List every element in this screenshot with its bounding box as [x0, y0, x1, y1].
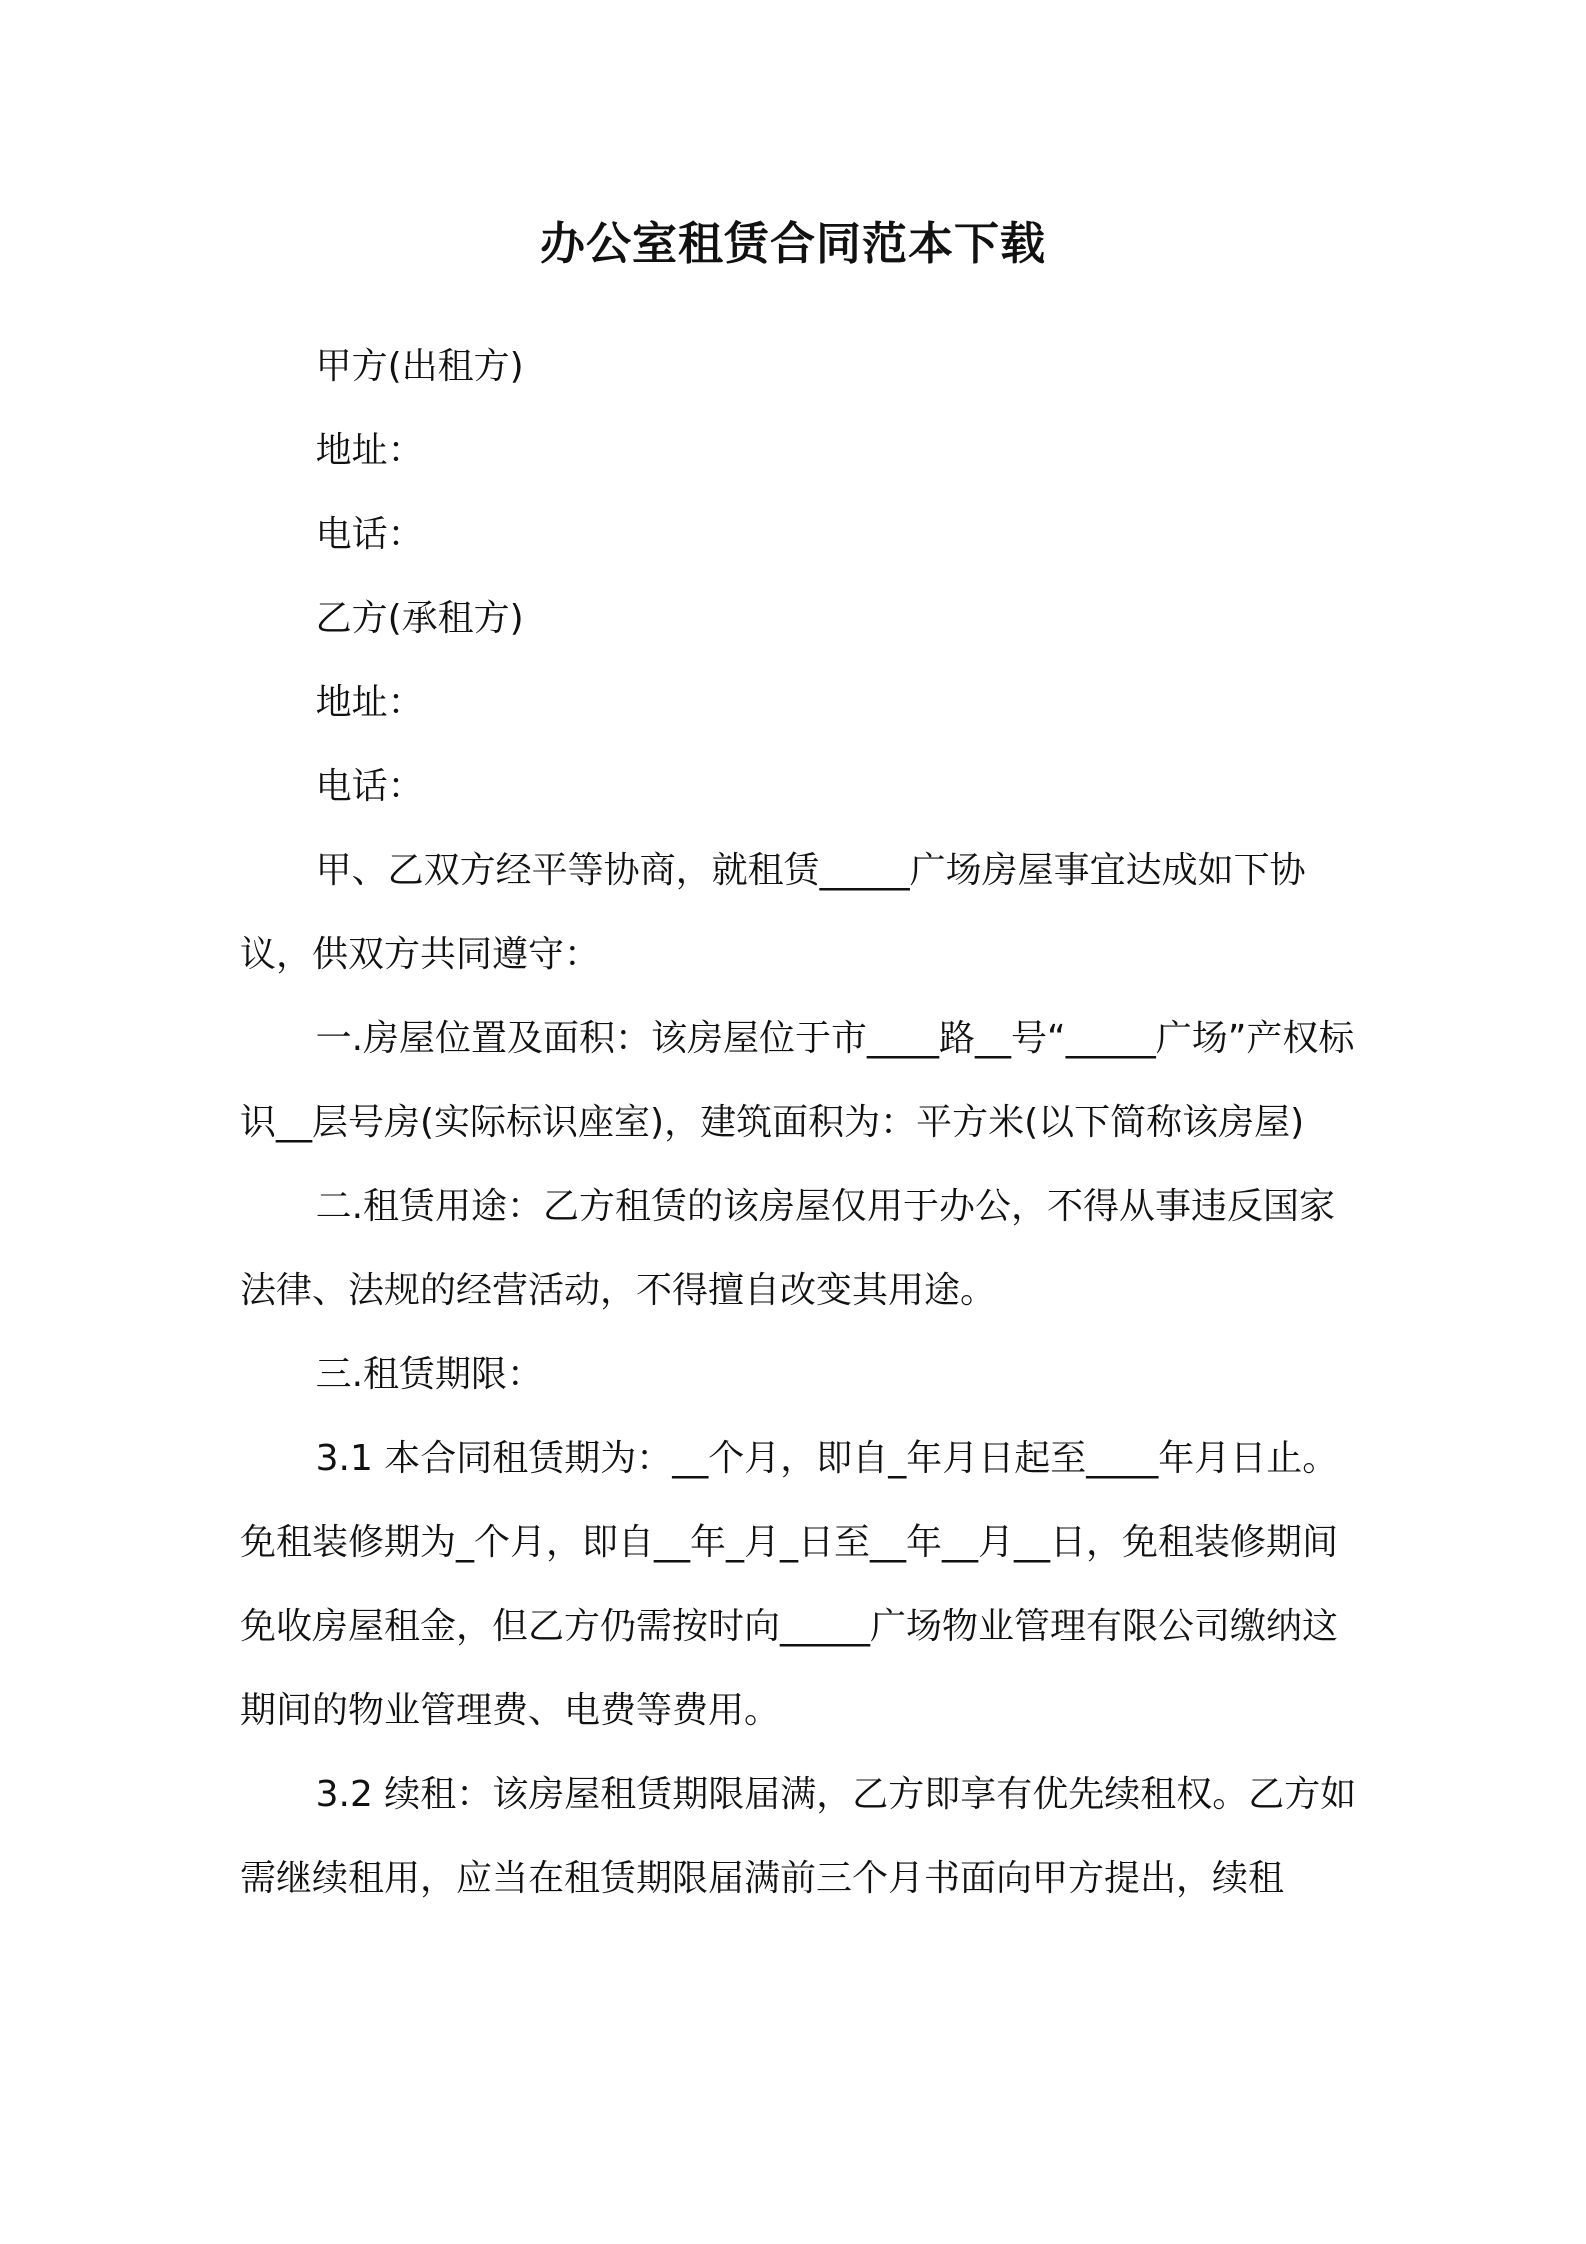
party-b-header: 乙方(承租方)	[315, 598, 524, 639]
clause-3-1-paragraph: 3.1 本合同租赁期为：__个月，即自_年月日起至____年月日止。免租装修期为_个月，即自__年_月_日至__年__月__日，免租装修期间免收房屋租金，但乙方仍需按时向_____广场物业管理有限公司缴纳这期间的物业管理费、电费等费用。	[240, 1438, 1339, 1731]
section-1-paragraph: 一.房屋位置及面积：该房屋位于市____路__号“_____广场”产权标识__层号房(实际标识座室)，建筑面积为：平方米(以下简称该房屋)	[240, 1018, 1355, 1143]
section-3-heading: 三.租赁期限：	[315, 1354, 544, 1395]
party-b-address: 地址：	[315, 682, 424, 723]
section-2-paragraph: 二.租赁用途：乙方租赁的该房屋仅用于办公，不得从事违反国家法律、法规的经营活动，不得擅自改变其用途。	[240, 1186, 1336, 1311]
document-title: 办公室租赁合同范本下载	[539, 217, 1046, 270]
intro-paragraph: 甲、乙双方经平等协商，就租赁_____广场房屋事宜达成如下协议，供双方共同遵守：	[240, 850, 1306, 975]
party-b-phone: 电话：	[315, 766, 424, 807]
party-a-phone: 电话：	[315, 514, 424, 555]
document-body	[240, 325, 1360, 1921]
party-a-header: 甲方(出租方)	[315, 346, 524, 387]
clause-3-2-paragraph: 3.2 续租：该房屋租赁期限届满，乙方即享有优先续租权。乙方如需继续租用，应当在租赁期限届满前三个月书面向甲方提出，续租	[240, 1774, 1357, 1899]
party-a-address: 地址：	[315, 430, 424, 471]
